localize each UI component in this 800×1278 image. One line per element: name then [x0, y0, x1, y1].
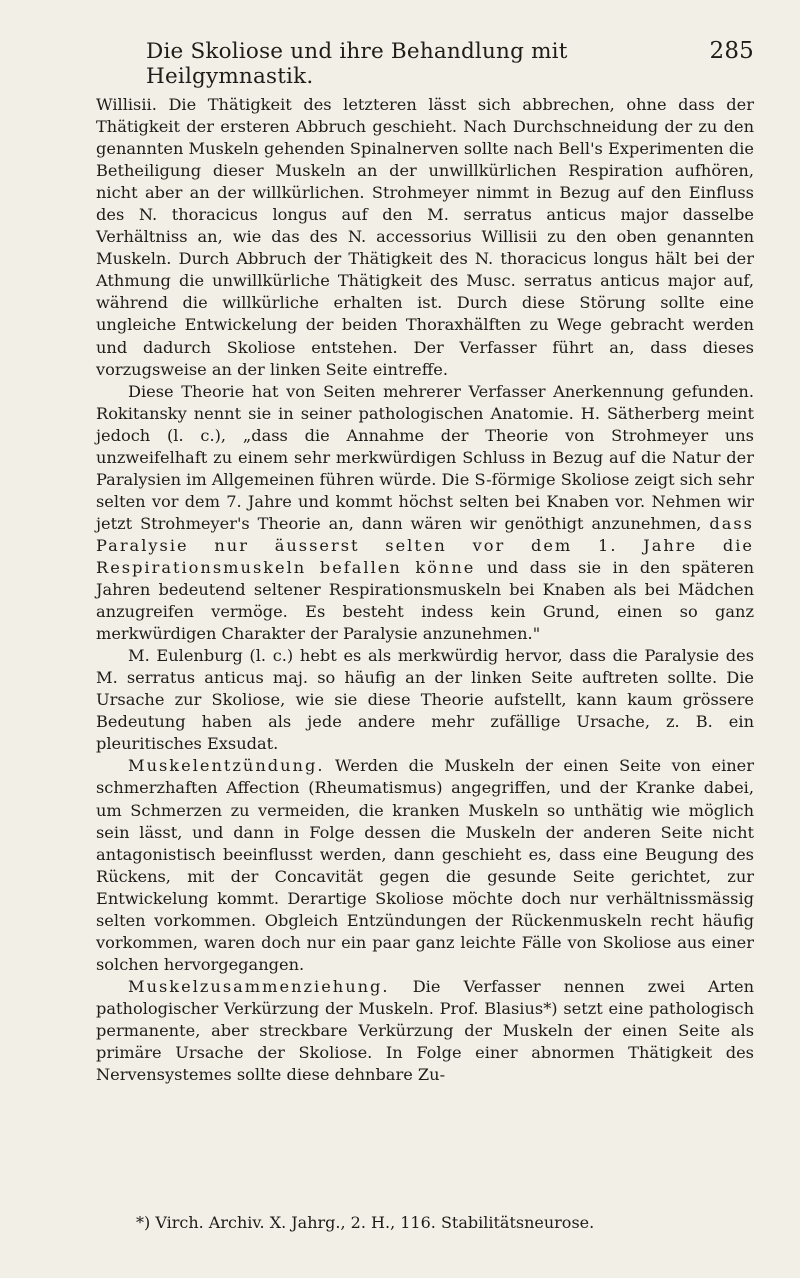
- paragraph-text: M. Eulenburg (l. c.) hebt es als merkwürdig hervor, dass die Paralysie des M. serratus anticus maj. so häufig an der linken Seite auftreten sollte. Die Ursache zur Skoliose, wie sie diese Theorie aufstellt, kann kaum grössere Bedeutung haben als jede andere mehr zufällige Ursache, z. B. ein pleuritisches Exsudat.: [96, 646, 754, 754]
- section-heading-muskelzusammenziehung: Muskelzusammenziehung.: [128, 976, 390, 996]
- paragraph-text: Willisii. Die Thätigkeit des letzteren lässt sich abbrechen, ohne dass der Thätigkeit der ersteren Abbruch geschieht. Nach Durchschneidung der zu den genannten Muskeln gehenden Spinalnerven sollte nach Bell's Experimenten die Betheiligung dieser Muskeln an der unwillkürlichen Respiration aufhören, nicht aber an der willkürlichen. Strohmeyer nimmt in Bezug auf den Einfluss des N. thoracicus longus auf den M. serratus anticus major dasselbe Verhältniss an, wie das des N. accessorius Willisii zu den oben genannten Muskeln. Durch Abbruch der Thätigkeit des N. thoracicus longus hält bei der Athmung die unwillkürliche Thätigkeit des Musc. serratus anticus major auf, während die willkürliche erhalten ist. Durch diese Störung sollte eine ungleiche Entwickelung der beiden Thoraxhälften zu Wege gebracht werden und dadurch Skoliose entstehen. Der Verfasser führt an, dass dieses vorzugsweise an der linken Seite eintreffe.: [96, 95, 754, 379]
- footnote: *) Virch. Archiv. X. Jahrg., 2. H., 116. Stabilitätsneurose.: [136, 1213, 595, 1232]
- paragraph-text: Werden die Muskeln der einen Seite von einer schmerzhaften Affection (Rheumatismus) angegriffen, und der Kranke dabei, um Schmerzen zu vermeiden, die kranken Muskeln so unthätig wie möglich sein lässt, und dann in Folge dessen die Muskeln der anderen Seite nicht antagonistisch beeinflusst werden, dann geschieht es, dass eine Beugung des Rückens, mit der Concavität gegen die gesunde Seite gerichtet, zur Entwickelung kommt. Derartige Skoliose möchte doch nur verhältnissmässig selten vorkommen. Obgleich Entzündungen der Rückenmuskeln recht häufig vorkommen, waren doch nur ein paar ganz leichte Fälle von Skoliose aus einer solchen hervorgegangen.: [96, 756, 754, 974]
- paragraph-text: Diese Theorie hat von Seiten mehrerer Verfasser Anerkennung gefunden. Rokitansky nennt sie in seiner pathologischen Anatomie. H. Sätherberg meint jedoch (l. c.), „dass die Annahme der Theorie von Strohmeyer uns unzweifelhaft zu einem sehr merkwürdigen Schluss in Bezug auf die Natur der Paralysien im Allgemeinen führen würde. Die S-förmige Skoliose zeigt sich sehr selten vor dem 7. Jahre und kommt höchst selten bei Knaben vor. Nehmen wir jetzt Strohmeyer's Theorie an, dann wären wir genöthigt anzunehmen,: [96, 381, 754, 533]
- paragraph-3: [96, 645, 754, 755]
- running-title: Die Skoliose und ihre Behandlung mit Heilgymnastik.: [146, 39, 568, 89]
- body-text: [96, 94, 754, 1086]
- running-head: [96, 38, 754, 89]
- section-heading-muskelentzuendung: Muskelentzündung.: [128, 756, 325, 776]
- page-number: 285: [709, 38, 754, 64]
- paragraph-text: und dass sie in den späteren Jahren bedeutend seltener Respirationsmuskeln bei Knaben als bei Mädchen anzugreifen vermöge. Es besteht indess kein Grund, einen so ganz merkwürdigen Charakter der Paralysie anzunehmen.": [96, 557, 754, 644]
- paragraph-1: [96, 94, 754, 381]
- emphasized-text: dass Paralysie nur äusserst selten vor dem 1. Jahre die Respirationsmuskeln befallen könne: [96, 513, 754, 577]
- paragraph-4: [96, 755, 754, 975]
- paragraph-2: [96, 381, 754, 646]
- paragraph-text: Die Verfasser nennen zwei Arten pathologischer Verkürzung der Muskeln. Prof. Blasius*) setzt eine pathologisch permanente, aber streckbare Verkürzung der Muskeln der einen Seite als primäre Ursache der Skoliose. In Folge einer abnormen Thätigkeit des Nervensystemes sollte diese dehnbare Zu-: [96, 976, 754, 1085]
- paragraph-5: [96, 976, 754, 1086]
